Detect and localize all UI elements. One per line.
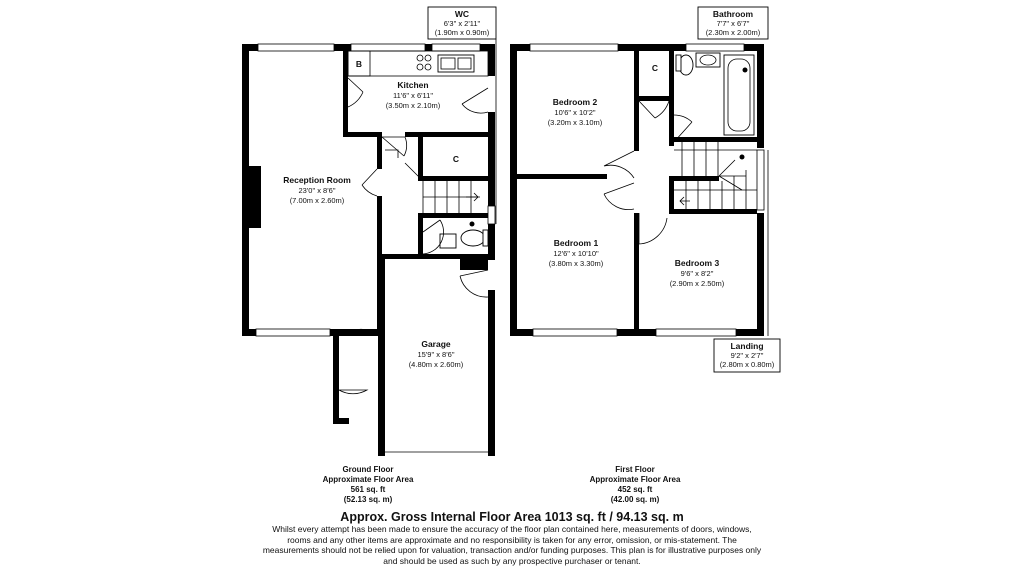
ground-floor-caption	[323, 465, 414, 504]
bedroom2-metric: (3.20m x 3.10m)	[547, 118, 603, 127]
landing-label: Landing	[730, 341, 764, 351]
reception-imperial: 23'0" x 8'6"	[298, 186, 336, 195]
bedroom3-label: Bedroom 3	[674, 258, 720, 268]
bedroom1-metric: (3.80m x 3.30m)	[548, 259, 604, 268]
first-floor-sub: Approximate Floor Area	[589, 475, 681, 484]
cupboard-marker-first: C	[651, 63, 659, 73]
ground-floor-sqm: (52.13 sq. m)	[343, 495, 393, 504]
landing-callout	[714, 339, 780, 372]
kitchen-metric: (3.50m x 2.10m)	[385, 101, 441, 110]
garage-label: Garage	[421, 339, 451, 349]
landing-metric: (2.80m x 0.80m)	[719, 360, 775, 369]
garage-imperial: 15'9" x 8'6"	[417, 350, 455, 359]
reception-label: Reception Room	[283, 175, 351, 185]
first-floor-sqm: (42.00 sq. m)	[610, 495, 660, 504]
bedroom3-imperial: 9'6" x 8'2"	[680, 269, 714, 278]
bathroom-callout	[698, 7, 768, 39]
gross-floor-area: Approx. Gross Internal Floor Area 1013 sq. ft / 94.13 sq. m	[340, 510, 684, 524]
bathroom-imperial: 7'7" x 6'7"	[716, 19, 750, 28]
wc-callout	[428, 7, 496, 224]
wc-imperial: 6'3" x 2'11"	[443, 19, 481, 28]
ground-floor-sqft: 561 sq. ft	[350, 485, 386, 494]
bedroom2-label: Bedroom 2	[552, 97, 598, 107]
first-floor-plan	[510, 44, 768, 336]
wc-metric: (1.90m x 0.90m)	[434, 28, 490, 37]
first-floor-caption	[590, 465, 681, 504]
cupboard-marker-ground: C	[452, 154, 460, 164]
landing-imperial: 9'2" x 2'7"	[730, 351, 764, 360]
ground-floor-sub: Approximate Floor Area	[322, 475, 414, 484]
kitchen-imperial: 11'6" x 6'11"	[392, 91, 434, 100]
ground-floor-name: Ground Floor	[342, 465, 394, 474]
bathroom-metric: (2.30m x 2.00m)	[705, 28, 761, 37]
bedroom2-imperial: 10'6" x 10'2"	[554, 108, 596, 117]
disclaimer-text: Whilst every attempt has been made to ensure the accuracy of the floor plan contained here, measurements of doors, windows, rooms and any other items are approximate and no responsibility is taken for any error, omission, or mis-statement. The measurements should not be relied upon for valuation, transaction and/or funding purposes. This plan is for illustrative purposes only and should be used as such by any prospective purchaser or tenant.	[262, 524, 762, 566]
wc-label: WC	[454, 9, 470, 19]
garage-metric: (4.80m x 2.60m)	[408, 360, 464, 369]
bedroom1-label: Bedroom 1	[553, 238, 599, 248]
first-floor-sqft: 452 sq. ft	[617, 485, 653, 494]
bedroom1-imperial: 12'6" x 10'10"	[553, 249, 599, 258]
reception-metric: (7.00m x 2.60m)	[289, 196, 345, 205]
ground-floor-plan	[242, 44, 495, 456]
bathroom-label: Bathroom	[712, 9, 754, 19]
first-floor-name: First Floor	[615, 465, 655, 474]
kitchen-label: Kitchen	[397, 80, 429, 90]
boiler-marker: B	[355, 59, 363, 69]
bedroom3-metric: (2.90m x 2.50m)	[669, 279, 725, 288]
